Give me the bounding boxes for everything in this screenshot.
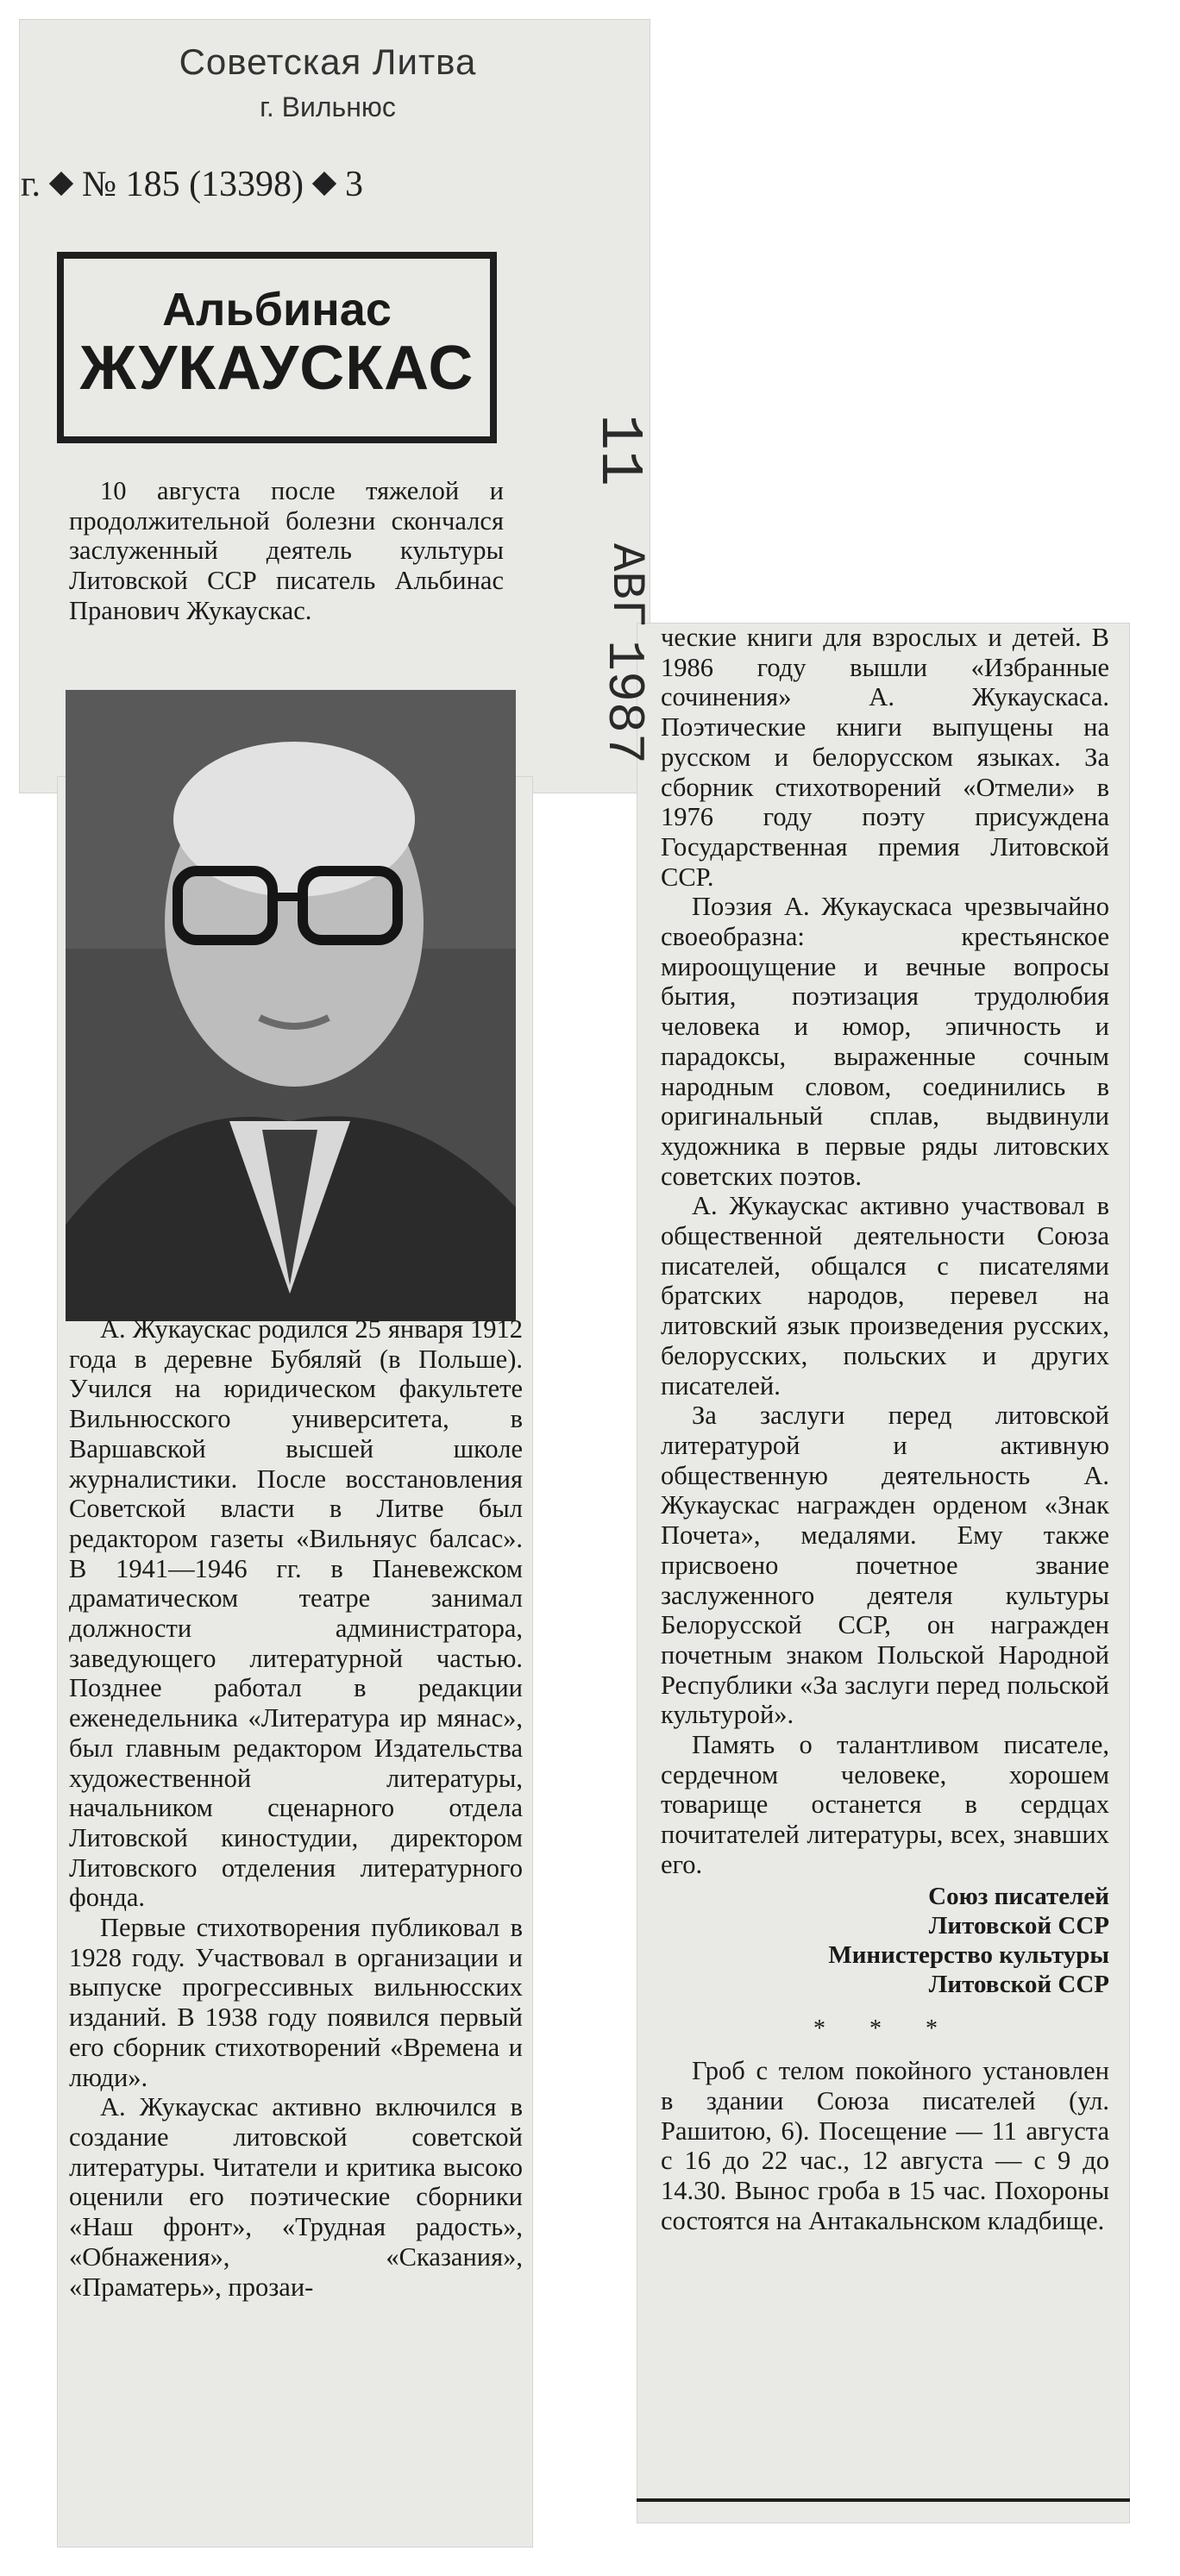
portrait-photo [66, 690, 516, 1321]
biography-column [69, 1314, 523, 2302]
right-paragraph-3: А. Жукаускас активно участвовал в общественной деятельности Союза писателей, общался с писателями братских народов, перевел на литовский язык произведения русских, белорусских, польских и других писателей. [661, 1191, 1109, 1401]
date-stamp [569, 414, 664, 776]
right-paragraph-1: ческие книги для взрослых и детей. В 1986 году вышли «Избранные сочинения» А. Жукаускаса. Поэтические книги выпущены на русском и белорусском языках. За сборник стихотворений «Отмели» в 1976 году поэту присуждена Государственная премия Литовской ССР. [661, 623, 1109, 892]
signature-line: Союз писателей [928, 1882, 1109, 1910]
signature-line: Литовской ССР [928, 1970, 1109, 1998]
right-paragraph-2: Поэзия А. Жукаускаса чрезвычайно своеобразна: крестьянское мироощущение и вечные вопросы бытия, поэтизация трудолюбия человека и юмор, эпичность и парадоксы, выраженные сочным народным словом, соединились в оригинальный сплав, выдвинули художника в первые ряды литовских советских поэтов. [661, 892, 1109, 1191]
diamond-icon [49, 172, 73, 196]
signature-block [661, 1882, 1109, 1999]
stamp-day: 11 [584, 414, 652, 487]
issue-prefix: г. [21, 165, 41, 204]
bottom-rule [637, 2498, 1130, 2502]
intro-text [69, 476, 504, 626]
bio-paragraph-1: А. Жукаускас родился 25 января 1912 года в деревне Бубяляй (в Польше). Учился на юридическом факультете Вильнюсского университета, в Варшавской высшей школе журналистики. После восстановления Советской власти в Литве был редактором газеты «Вильняус балсас». В 1941—1946 гг. в Паневежском драматическом театре занимал должности администратора, заведующего литературной частью. Позднее работал в редакции еженедельника «Литература ир мянас», был главным редактором Издательства художественной литературы, начальником сценарного отдела Литовской киностудии, директором Литовского отделения литературного фонда. [69, 1314, 523, 1913]
newspaper-name: Советская Литва [179, 41, 477, 82]
portrait-image [66, 690, 516, 1321]
stamp-month: АВГ [599, 543, 652, 628]
signature-line: Министерство культуры [828, 1940, 1109, 1969]
continuation-column [661, 623, 1109, 2235]
first-name: Альбинас [162, 284, 392, 335]
signature-line: Литовской ССР [928, 1911, 1109, 1940]
intro-paragraph: 10 августа после тяжелой и продолжительной болезни скончался заслуженный деятель культуры Литовской ССР писатель Альбинас Пранович Жукаускас. [69, 476, 504, 625]
issue-line [21, 164, 363, 205]
diamond-icon [312, 172, 336, 196]
newspaper-city: г. Вильнюс [260, 91, 396, 122]
bio-paragraph-2: Первые стихотворения публиковал в 1928 году. Участвовал в организации и выпуске прогрессивных вильнюсских изданий. В 1938 году появился первый его сборник стихотворений «Времена и люди». [69, 1913, 523, 2092]
right-paragraph-5: Память о талантливом писателе, сердечном человеке, хорошем товарище останется в сердцах почитателей литературы, всех, знавших его. [661, 1730, 1109, 1879]
separator: * * * [813, 2015, 957, 2042]
page-number: 3 [345, 165, 364, 204]
funeral-notice: Гроб с телом покойного установлен в здании Союза писателей (ул. Рашитою, 6). Посещение — 11 августа с 16 до 22 час., 12 августа — с 9 до 14.30. Вынос гроба в 15 час. Похороны состоятся на Антакальнском кладбище. [661, 2056, 1109, 2235]
last-name: ЖУКАУСКАС [79, 334, 474, 403]
obituary-heading [57, 252, 497, 443]
bio-paragraph-3: А. Жукаускас активно включился в создание литовской советской литературы. Читатели и критика высоко оценили его поэтические сборники «Наш фронт», «Трудная радость», «Обнажения», «Сказания», «Праматерь», прозаи- [69, 2092, 523, 2302]
issue-number: № 185 (13398) [82, 165, 304, 204]
stamp-year: 1987 [593, 640, 652, 765]
masthead [104, 41, 552, 123]
right-paragraph-4: За заслуги перед литовской литературой и активную общественную деятельность А. Жукаускас награжден орденом «Знак Почета», медалями. Ему также присвоено почетное звание заслуженного деятеля культуры Белорусской ССР, он награжден почетным знаком Польской Народной Республики «За заслуги перед польской культурой». [661, 1401, 1109, 1730]
